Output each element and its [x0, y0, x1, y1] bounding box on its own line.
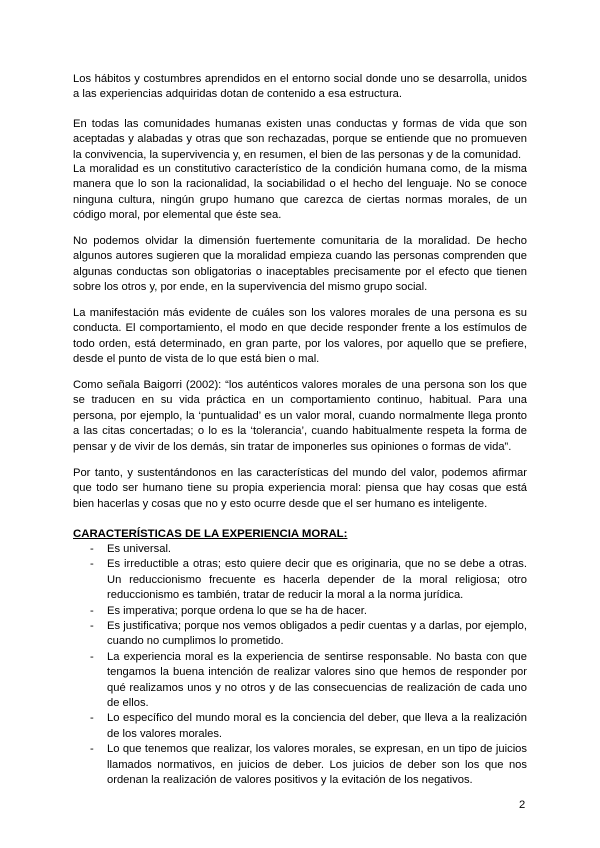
paragraph-habits: Los hábitos y costumbres aprendidos en el entorno social donde uno se desarrolla, unidos a las experiencias adquiridas dotan de contenido a esa estructura. — [73, 73, 527, 101]
list-item-text: Lo específico del mundo moral es la conciencia del deber, que lleva a la realización de los valores morales. — [107, 712, 527, 740]
paragraph-communities: En todas las comunidades humanas existen unas conductas y formas de vida que son aceptadas y alabadas y otras que son rechazadas, porque se entiende que no promueven la convivencia, la supervivencia y, en resumen, el bien de las personas y de la comunidad. — [73, 118, 527, 161]
characteristics-list — [73, 542, 527, 789]
list-item — [73, 619, 527, 650]
bullet-dash: - — [90, 558, 94, 571]
paragraph-baigorri-quote: Como señala Baigorri (2002): “los auténticos valores morales de una persona son los que se traducen en su vida práctica en un comportamiento continuo, habitual. Para una persona, por ejemplo, la ‘puntualidad’ es un valor moral, cuando normalmente llega pronto a las citas concertadas; o lo es la ‘tolerancia’, cuando habitualmente respeta la forma de pensar y de vivir de los demás, sin tratar de imponerles sus opiniones o formas de vida”. — [73, 379, 527, 453]
list-item-text: La experiencia moral es la experiencia de sentirse responsable. No basta con que tengamos la buena intención de realizar valores sino que hemos de responder por qué realizamos unos y no otros y de las consecuencias de realización de cada uno de ellos. — [107, 650, 527, 710]
list-item — [73, 650, 527, 712]
paragraph-manifestation: La manifestación más evidente de cuáles son los valores morales de una persona es su conducta. El comportamiento, el modo en que decide responder frente a los estímulos de todo orden, está determinado, en gran parte, por los valores, por aquello que se prefiere, desde el punto de vista de lo que está bien o mal. — [73, 307, 527, 366]
list-item-text: Es justificativa; porque nos vemos obligados a pedir cuentas y a darlas, por ejemplo, cuando no cumplimos lo prometido. — [107, 620, 527, 648]
bullet-dash: - — [90, 743, 94, 756]
paragraph-conclusion: Por tanto, y sustentándonos en las características del mundo del valor, podemos afirmar que todo ser humano tiene su propia experiencia moral: piensa que hay cosas que está bien hacerlas y cosas que no y esto ocurre desde que el ser humano es inteligente. — [73, 467, 527, 510]
list-item-text: Es imperativa; porque ordena lo que se ha de hacer. — [107, 604, 367, 617]
bullet-dash: - — [90, 620, 94, 633]
paragraph-morality-constitutive: La moralidad es un constitutivo característico de la condición humana como, de la misma manera que lo son la racionalidad, la sociabilidad o el hecho del lenguaje. No se conoce ninguna cultura, ningún grupo humano que carezca de ciertas normas morales, de un código moral, por elemental que éste sea. — [73, 163, 527, 222]
bullet-dash: - — [90, 604, 94, 617]
page-number: 2 — [519, 799, 526, 811]
list-item-text: Es irreductible a otras; esto quiere decir que es originaria, que no se debe a otras. Un reduccionismo frecuente es hacerla depender de la moral religiosa; otro reduccionismo es también, tratar de reducir la moral a la norma jurídica. — [107, 558, 527, 602]
bullet-dash: - — [90, 712, 94, 725]
list-item — [73, 711, 527, 742]
list-item-text: Lo que tenemos que realizar, los valores morales, se expresan, en un tipo de juicios llamados normativos, en juicios de deber. Los juicios de deber son los que nos ordenan la realización de valores positivos y la evitación de los negativos. — [107, 743, 527, 787]
list-item — [73, 742, 527, 788]
section-heading: CARACTERÍSTICAS DE LA EXPERIENCIA MORAL: — [73, 528, 348, 540]
list-item-text: Es universal. — [107, 543, 172, 555]
list-item — [73, 604, 527, 619]
paragraph-communitarian: No podemos olvidar la dimensión fuertemente comunitaria de la moralidad. De hecho algunos autores sugieren que la moralidad empieza cuando las personas comprenden que algunas conductas son obligatorias o inaceptables precisamente por el efecto que tienen sobre los otros y, por ende, en la supervivencia del mismo grupo social. — [73, 235, 527, 294]
bullet-dash: - — [90, 543, 94, 555]
bullet-dash: - — [90, 650, 94, 663]
list-item — [73, 557, 527, 603]
list-item — [73, 542, 527, 557]
